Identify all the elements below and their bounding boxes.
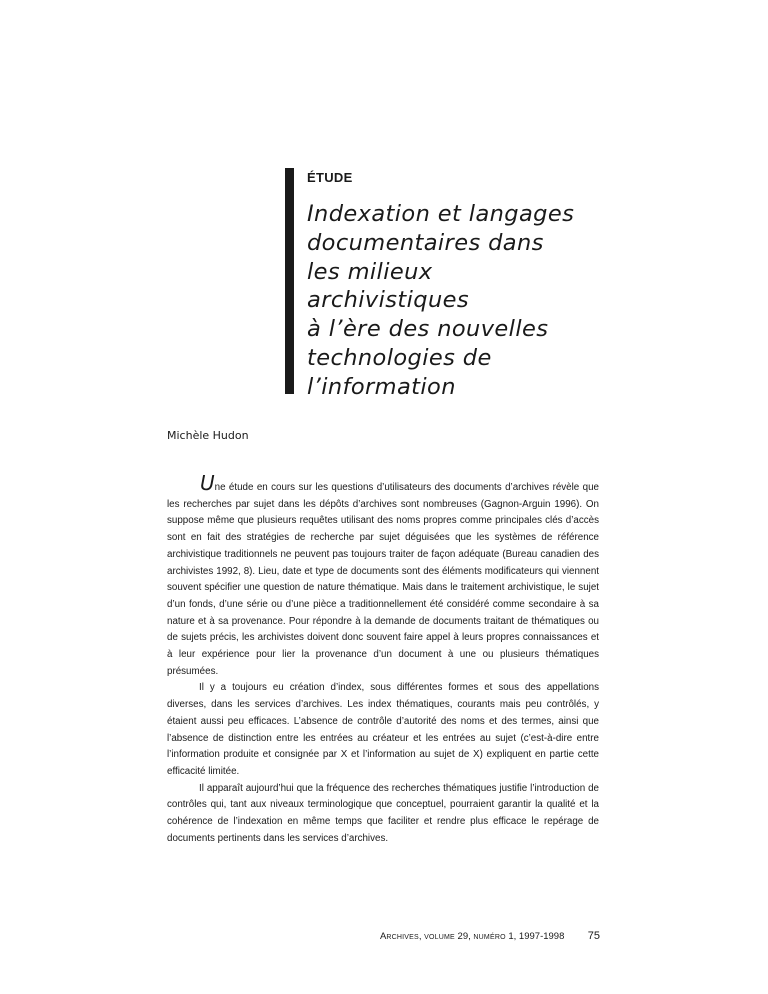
- title-line: documentaires dans: [307, 229, 544, 256]
- title-line: les milieux: [307, 258, 433, 285]
- title-line: archivistiques: [307, 287, 469, 314]
- article-title: [307, 200, 637, 402]
- volume-label: VOLUME: [424, 934, 455, 941]
- title-accent-bar: [285, 168, 294, 394]
- title-line: à l’ère des nouvelles: [307, 316, 549, 343]
- issue-label: NUMÉRO: [473, 934, 506, 941]
- section-label: ÉTUDE: [307, 170, 353, 185]
- citation-separator: ,: [418, 931, 425, 942]
- author-name: Michèle Hudon: [167, 429, 249, 442]
- body-paragraph: [167, 471, 599, 680]
- drop-cap: U: [200, 471, 215, 495]
- journal-initial: A: [380, 931, 387, 942]
- body-paragraph: Il y a toujours eu création d’index, sous différentes formes et sous des appellations diverses, dans les services d’archives. Les index thématiques, courants mais peu contrôlés, y étaient aussi peu efficaces. L’absence de contrôle d’autorité des noms et des termes, ainsi que l’absence de distinction entre les entrées au créateur et les entrées au sujet (c’est-à-dire entre l’information produite et consignée par X et l’information au sujet de X) expliquent en partie cette efficacité limitée.: [167, 682, 599, 777]
- title-line: l’information: [307, 373, 456, 400]
- body-paragraph: Il apparaît aujourd’hui que la fréquence des recherches thématiques justifie l’introduction de contrôles qui, tant aux niveaux terminologique que conceptuel, pourraient garantir la qualité et la cohérence de l’indexation en même temps que faciliter et rendre plus efficace le repérage de documents pertinents dans les services d’archives.: [167, 782, 599, 844]
- volume-number: 29,: [454, 931, 474, 942]
- journal-citation: [380, 931, 564, 942]
- body-paragraph-text: ne étude en cours sur les questions d’utilisateurs des documents d’archives révèle que les recherches par sujet dans les dépôts d’archives sont nombreuses (Gagnon-Arguin 1996). On suppose même que plusieurs requêtes utilisant des noms propres comme principales clés d’accès sont en fait des stratégies de recherche par sujet déguisées que les systèmes de référence archivistique traditionnels ne peuvent pas toujours traiter de façon adéquate (Bureau canadien des archivistes 1992, 8). Lieu, date et type de documents sont des éléments modificateurs qui viennent souvent spécifier une question de nature thématique. Mais dans le traitement archivistique, le sujet d’un fonds, d’une série ou d’une pièce a traditionnellement été considéré comme secondaire à sa nature et à sa provenance. Pour répondre à la demande de documents traitant de thématiques ou de sujets précis, les archivistes doivent donc souvent faire appel à leurs propres connaissances et à leur expérience pour lier la provenance d’un document à une ou plusieurs thématiques présumées.: [167, 482, 599, 677]
- issue-number: 1, 1997-1998: [505, 931, 565, 942]
- title-line: Indexation et langages: [307, 201, 575, 227]
- title-line: technologies de: [307, 344, 492, 371]
- journal-name-rest: RCHIVES: [386, 934, 419, 941]
- page-number: 75: [587, 930, 600, 942]
- article-body: [167, 471, 599, 847]
